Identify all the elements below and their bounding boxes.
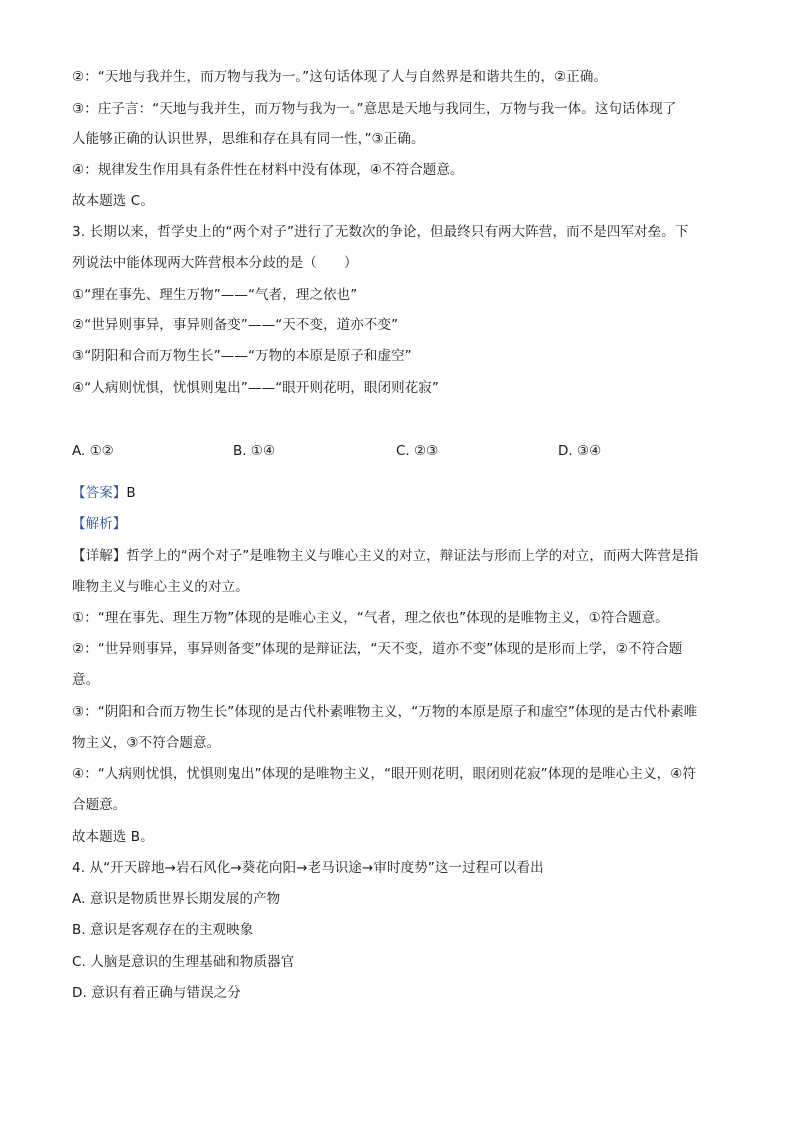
detail-line: 合题意。 [72,797,127,813]
choice-option-a: A. 意识是物质世界长期发展的产物 [72,891,281,907]
choice-option-c: C. ②③ [396,443,439,459]
choice-option-d: D. ③④ [558,443,602,459]
answer-line [72,484,136,502]
text-line: 故本题选 C。 [72,193,154,209]
statement-item: ②“世异则事异，事异则备变”——“天不变，道亦不变” [72,317,399,333]
choice-option-d: D. 意识有着正确与错误之分 [72,985,241,1001]
question-stem: 列说法中能体现两大阵营根本分歧的是（ ） [72,255,358,271]
text-line: ③：庄子言：“天地与我并生，而万物与我为一。”意思是天地与我同生，万物与我一体。这句话体现了 [72,101,677,117]
detail-line: ④：“人病则忧惧，忧惧则鬼出”体现的是唯物主义，“眼开则花明，眼闭则花寂”体现的是唯心主义，④符 [72,766,696,782]
answer-value: B [126,485,136,501]
analysis-tag: 【解析】 [72,516,127,532]
choice-option-b: B. 意识是客观存在的主观映象 [72,922,254,938]
question-stem: 3. 长期以来，哲学史上的“两个对子”进行了无数次的争论，但最终只有两大阵营，而不是四军对垒。下 [72,224,689,240]
choice-option-b: B. ①④ [233,443,276,459]
text-line: 人能够正确的认识世界，思维和存在具有同一性，”③正确。 [72,131,425,147]
detail-line: 意。 [72,672,100,688]
detail-line: 唯物主义与唯心主义的对立。 [72,579,249,595]
choice-option-c: C. 人脑是意识的生理基础和物质器官 [72,954,295,970]
detail-line: 物主义，③不符合题意。 [72,735,221,751]
text-line: ②：“天地与我并生，而万物与我为一。”这句话体现了人与自然界是和谐共生的，②正确。 [72,69,608,85]
text-line: ④：规律发生作用具有条件性在材料中没有体现，④不符合题意。 [72,162,464,178]
detail-line: ③：“阴阳和合而万物生长”体现的是古代朴素唯物主义，“万物的本原是原子和虚空”体现的是古代朴素唯 [72,704,698,720]
detail-line: ①：“理在事先、理生万物”体现的是唯心主义，“气者，理之依也”体现的是唯物主义，①符合题意。 [72,610,669,626]
question-stem: 4. 从“开天辟地→岩石风化→葵花向阳→老马识途→审时度势”这一过程可以看出 [72,860,544,876]
detail-line: 故本题选 B。 [72,829,154,845]
statement-item: ①“理在事先、理生万物”——“气者，理之依也” [72,287,358,303]
detail-line: 【详解】哲学上的“两个对子”是唯物主义与唯心主义的对立，辩证法与形而上学的对立，而两大阵营是指 [72,548,699,564]
statement-item: ④“人病则忧惧，忧惧则鬼出”——“眼开则花明，眼闭则花寂” [72,380,439,396]
detail-line: ②：“世异则事异，事异则备变”体现的是辩证法，“天不变，道亦不变”体现的是形而上学，②不符合题 [72,641,683,657]
answer-tag: 【答案】 [72,485,127,501]
statement-item: ③“阴阳和合而万物生长”——“万物的本原是原子和虚空” [72,348,412,364]
choice-option-a: A. ①② [72,443,114,459]
